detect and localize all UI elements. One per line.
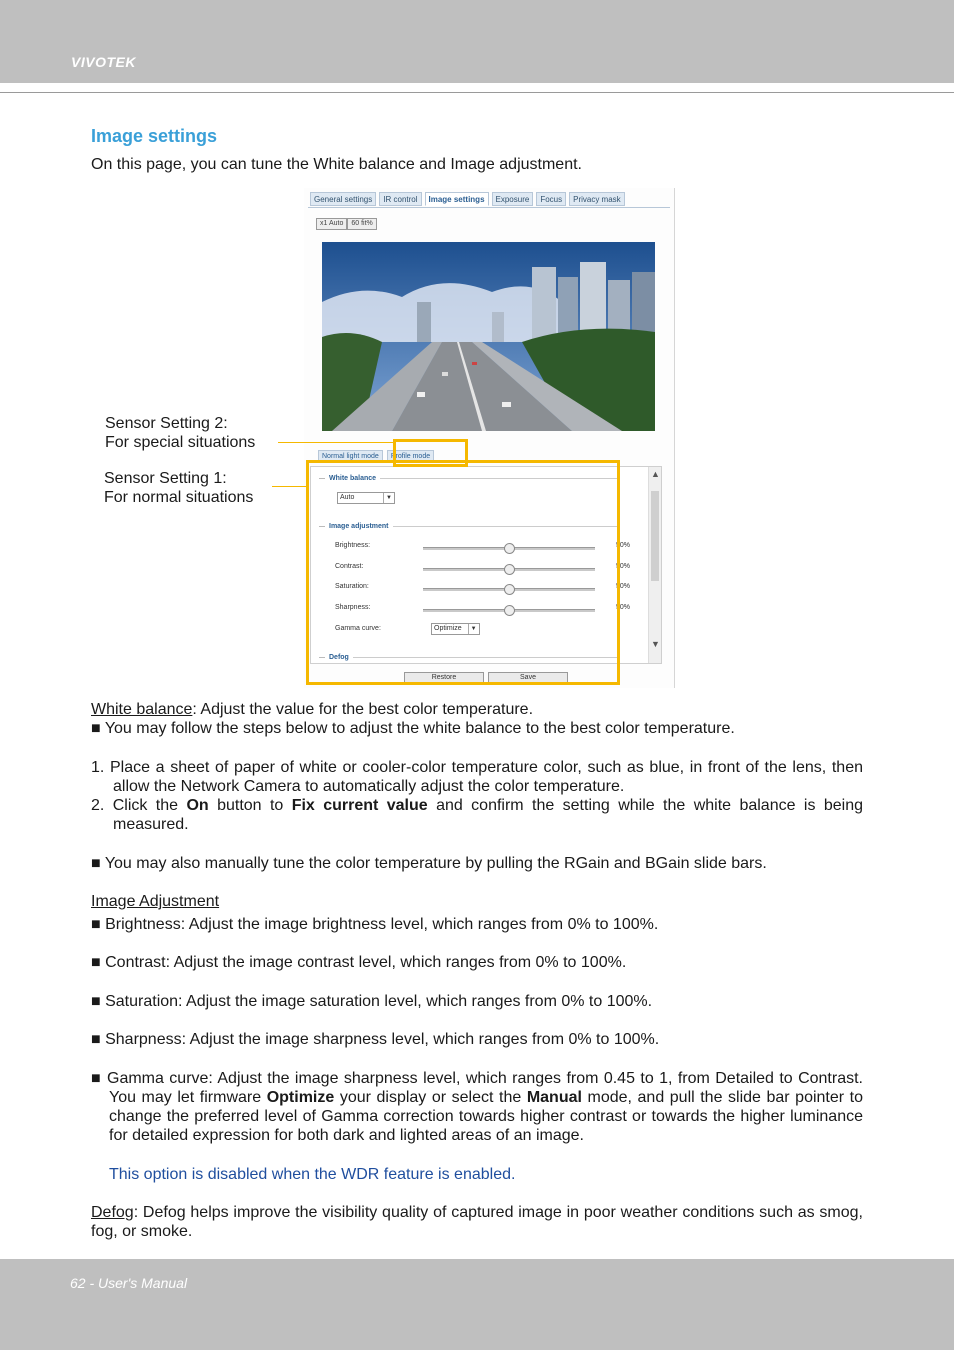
zoom-auto-button[interactable]: x1 Auto — [316, 218, 347, 230]
step-1: 1. Place a sheet of paper of white or cooler-color temperature color, such as blue, in front of the lens, then allow the Network Camera to automatically adjust the color temperature. — [91, 759, 863, 795]
section-intro: On this page, you can tune the White balance and Image adjustment. — [91, 156, 582, 173]
tab-profile-mode[interactable]: Profile mode — [387, 450, 434, 463]
restore-button[interactable]: Restore — [404, 672, 484, 684]
chevron-down-icon: ▼ — [468, 624, 477, 634]
gamma-curve-bullet: ■ Gamma curve: Adjust the image sharpness level, which ranges from 0.45 to 1, from Detailed to Contrast. You may let firmware Optimize your display or select the Manual mode, and pull the slide bar pointer to change the preferred level of Gamma correction towards higher contrast or towards the higher luminance for detailed expression for both dark and lighted areas of an image. — [91, 1070, 864, 1144]
wdr-note: This option is disabled when the WDR feature is enabled. — [109, 1166, 516, 1183]
white-balance-bullet: ■ You may follow the steps below to adjust the white balance to the best color temperature. — [91, 720, 735, 737]
tab-privacy-mask[interactable]: Privacy mask — [569, 192, 625, 206]
gamma-curve-select[interactable]: Optimize ▼ — [431, 623, 480, 635]
sensor1-callout — [104, 469, 253, 507]
gamma-curve-label: Gamma curve: — [335, 625, 381, 632]
settings-tabs — [310, 192, 625, 206]
tab-general-settings[interactable]: General settings — [310, 192, 376, 206]
white-balance-group-title: White balance — [319, 475, 619, 482]
defog-desc: : Defog helps improve the visibility quality of captured image in poor weather conditions such as smog, fog, or smoke. — [91, 1204, 863, 1240]
page-header — [0, 0, 954, 83]
white-balance-paragraph — [91, 700, 863, 719]
white-balance-term: White balance — [91, 701, 193, 718]
tab-image-settings[interactable]: Image settings — [425, 192, 489, 206]
tab-ir-control[interactable]: IR control — [379, 192, 421, 206]
defog-group-title: Defog — [319, 653, 619, 661]
panel-scrollbar[interactable] — [648, 467, 661, 663]
section-title: Image settings — [91, 126, 218, 146]
brightness-label: Brightness: — [335, 542, 371, 549]
tab-divider — [308, 207, 670, 208]
contrast-label: Contrast: — [335, 563, 364, 570]
brand-name: VIVOTEK — [71, 54, 136, 70]
on-term: On — [186, 797, 209, 814]
tab-exposure[interactable]: Exposure — [492, 192, 534, 206]
sensor2-callout — [105, 414, 255, 452]
scroll-up-icon[interactable]: ▲ — [651, 469, 660, 479]
saturation-value: 50% — [616, 583, 631, 590]
sharpness-bullet: ■ Sharpness: Adjust the image sharpness level, which ranges from 0% to 100%. — [91, 1031, 660, 1048]
page-footer — [0, 1259, 954, 1350]
image-adjustment-group-title: Image adjustment — [319, 523, 619, 530]
step-2: 2. Click the On button to Fix current value and confirm the setting while the white balance is being measured. — [91, 797, 864, 833]
image-adjustment-title: Image Adjustment — [91, 893, 220, 910]
defog-term: Defog — [91, 1204, 134, 1221]
saturation-bullet: ■ Saturation: Adjust the image saturation level, which ranges from 0% to 100%. — [91, 993, 653, 1010]
white-balance-desc: : Adjust the value for the best color temperature. — [192, 701, 534, 718]
zoom-buttons — [316, 218, 377, 230]
header-rule — [0, 92, 954, 93]
page-number: 62 - User's Manual — [70, 1275, 188, 1291]
saturation-label: Saturation: — [335, 583, 369, 590]
sensor1-callout-line1: Sensor Setting 1: — [104, 470, 227, 487]
sharpness-value: 50% — [616, 604, 631, 611]
sharpness-label: Sharpness: — [335, 604, 371, 611]
sensor2-leader-line — [278, 442, 394, 443]
save-button[interactable]: Save — [488, 672, 568, 684]
manual-term: Manual — [526, 1089, 582, 1106]
normal-mode-highlight — [306, 460, 620, 685]
brightness-bullet: ■ Brightness: Adjust the image brightness level, which ranges from 0% to 100%. — [91, 916, 659, 933]
white-balance-select[interactable]: Auto ▼ — [337, 492, 395, 504]
sensor2-callout-line2: For special situations — [105, 434, 256, 451]
contrast-value: 50% — [616, 563, 631, 570]
zoom-fit-button[interactable]: 60 fit% — [347, 218, 376, 230]
sensor2-callout-line1: Sensor Setting 2: — [105, 415, 228, 432]
tab-normal-light-mode[interactable]: Normal light mode — [318, 450, 383, 463]
chevron-down-icon: ▼ — [383, 493, 392, 503]
defog-paragraph — [91, 1203, 863, 1241]
optimize-term: Optimize — [266, 1089, 335, 1106]
contrast-bullet: ■ Contrast: Adjust the image contrast level, which ranges from 0% to 100%. — [91, 954, 627, 971]
scroll-down-icon[interactable]: ▼ — [651, 639, 660, 649]
manual-tune-bullet: ■ You may also manually tune the color temperature by pulling the RGain and BGain slide bars. — [91, 855, 767, 872]
sensor1-leader-line — [272, 486, 308, 487]
scrollbar-thumb[interactable] — [651, 491, 659, 581]
sensor1-callout-line2: For normal situations — [104, 489, 254, 506]
brightness-value: 50% — [616, 542, 631, 549]
tab-focus[interactable]: Focus — [536, 192, 566, 206]
fix-current-value-term: Fix current value — [291, 797, 428, 814]
camera-preview-image — [322, 242, 655, 431]
